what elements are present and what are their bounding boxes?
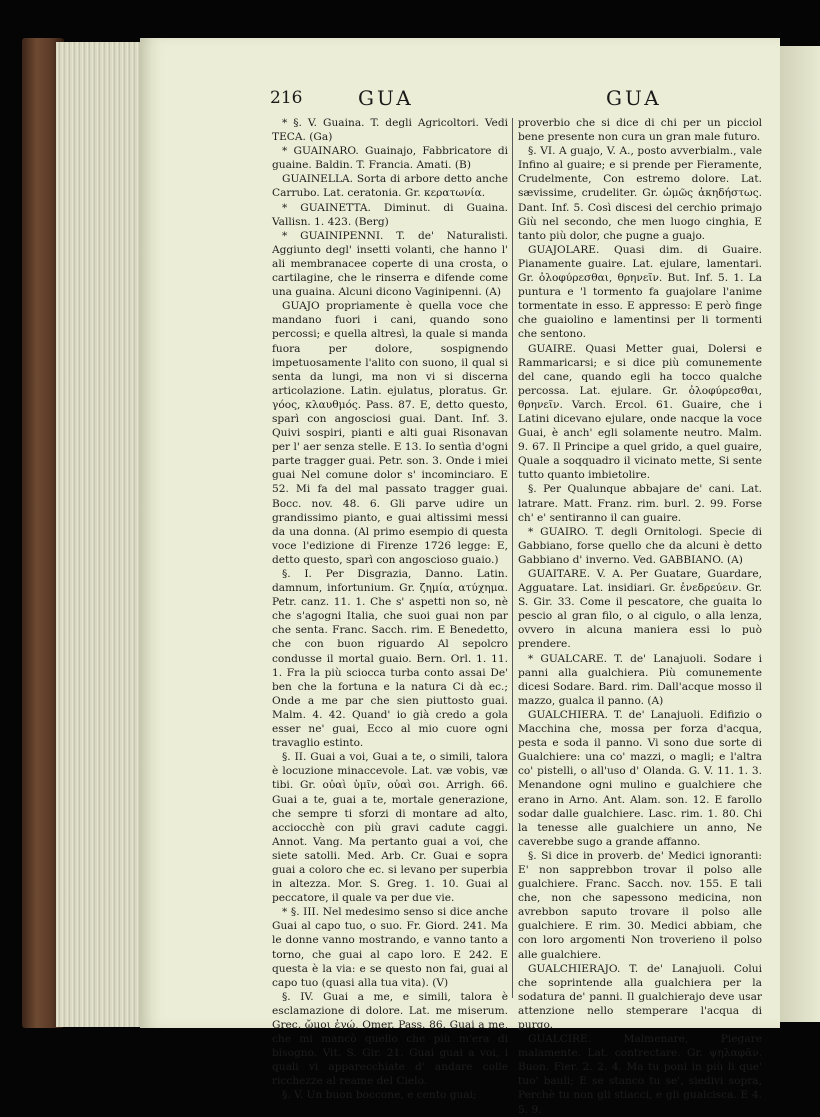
running-header xyxy=(140,86,780,114)
dictionary-entry: §. VI. A guajo, V. A., posto avverbialm., vale Infino al guaire; e si prende per Fieramente, Crudelmente, Con estremo dolore. Lat. sævissime, crudeliter. Gr. ὠμῶς ἀκηδήστως. Dant. Inf. 5. Così discesi del cerchio primajo Giù nel secondo, che men luogo cinghia, E tanto più dolor, che pugne a guajo. xyxy=(518,145,762,242)
dictionary-entry: GUAJOLARE. Quasi dim. di Guaire. Pianamente guaire. Lat. ejulare, lamentari. Gr. ὀλοφύρεσθαι, θρηνεῖν. But. Inf. 5. 1. La puntura e 'l tormento fa guajolare l'anime tormentate in esso. E appresso: E però finge che guaiolino e lamentinsi per li tormenti che sentono. xyxy=(518,243,762,341)
page-number: 216 xyxy=(270,88,303,108)
left-column xyxy=(272,116,508,1102)
dictionary-entry: §. Per Qualunque abbajare de' cani. Lat. latrare. Matt. Franz. rim. burl. 2. 99. Forse ch' e' sentiranno il can guaire. xyxy=(518,483,762,524)
dictionary-entry: GUALCIRE. Malmenare, Piegare malamente. Lat. contrectare. Gr. ψηλαφᾶν. Buon. Fier. 2. 2. 4. Ma tu poni in più lì que' tuo' bauli; E se stanco tu se', siedivi sopra, Perchè tu non gli stiacci, e gli gualcisca. E 4. 5. 9. xyxy=(518,1033,762,1116)
dictionary-entry: GUAITARE. V. A. Per Guatare, Guardare, Agguatare. Lat. insidiari. Gr. ἐνεδρεύειν. Gr. S. Gir. 33. Come il pescatore, che guaita lo pescio al gran filo, o al cigulo, o alla lenza, ovvero in alcuna maniera essi lo può prendere. xyxy=(518,568,762,651)
dictionary-entry: * GUAINETTA. Diminut. di Guaina. Vallisn. 1. 423. (Berg) xyxy=(272,201,508,228)
dictionary-entry: * GUALCARE. T. de' Lanajuoli. Sodare i panni alla gualchiera. Più comunemente dicesi Sodare. Bard. rim. Dall'acque mosso il mazzo, gualca il panno. (A) xyxy=(518,652,762,707)
dictionary-entry: §. I. Per Disgrazia, Danno. Latin. damnum, infortunium. Gr. ζημία, ατύχημα. Petr. canz. 11. 1. Che s' aspetti non so, nè che s'agogni Italia, che suoi guai non par che senta. Franc. Sacch. rim. E Benedetto, che con buon riguardo Al sepolcro condusse il mortal guaio. Bern. Orl. 1. 11. 1. Fra la più sciocca turba conto assai De' ben che la fortuna e la natura Ci dà ec.; Onde a me par che sien piuttosto guai. Malm. 4. 42. Quand' io già credo a gola esser ne' guai, Ecco al mio cuore ogni travaglio estinto. xyxy=(272,568,508,750)
dictionary-entry: * §. V. Guaina. T. degli Agricoltori. Vedi TECA. (Ga) xyxy=(272,117,508,144)
dictionary-entry: * GUAIRO. T. degli Ornitologi. Specie di Gabbiano, forse quello che da alcuni è detto Gabbiano d' inverno. Ved. GABBIANO. (A) xyxy=(518,525,762,566)
dictionary-page xyxy=(140,38,780,1116)
dictionary-entry: GUALCHIERAJO. T. de' Lanajuoli. Colui che soprintende alla gualchiera per la sodatura de' panni. Il gualchierajo deve usar attenzione nello stemperare l'acqua di purgo. xyxy=(518,962,762,1031)
right-column xyxy=(518,116,762,1116)
dictionary-entry: §. V. Un buon boccone, e cento guai; xyxy=(282,1089,477,1102)
column-divider xyxy=(512,118,513,998)
dictionary-entry: * §. III. Nel medesimo senso si dice anche Guai al capo tuo, o suo. Fr. Giord. 241. Ma le donne vanno mostrando, e vanno tanto a torno, che guai al capo loro. E 242. E questa è la via: e se questo non fai, guai al capo tuo (quasi alla tua vita). (V) xyxy=(272,906,508,989)
page-edges xyxy=(56,42,150,1027)
dictionary-entry: GUALCHIERA. T. de' Lanajuoli. Edifizio o Macchina che, mossa per forza d'acqua, pesta e soda il panno. Vi sono due sorte di Gualchiere: una co' mazzi, o magli; e l'altra co' pistelli, o all'uso d' Olanda. G. V. 11. 1. 3. Menandone ogni mulino e gualchiere che erano in Arno. Ant. Alam. son. 12. E farollo sodar dalle gualchiere. Lasc. rim. 1. 80. Chi la tenesse alle gualchiere un anno, Ne caverebbe sugo a grande affanno. xyxy=(518,708,762,848)
dictionary-entry: GUAJO propriamente è quella voce che mandano fuori i cani, quando sono percossi; e quella altresì, la quale si manda fuora per dolore, sospignendo impetuosamente l'alito con suono, il qual si senta da lungi, ma non vi si discerna articolazione. Latin. ejulatus, ploratus. Gr. γόος, κλαυθμός. Pass. 87. E, detto questo, sparì con angosciosi guai. Dant. Inf. 3. Quivi sospiri, pianti e alti guai Risonavan per l' aer senza stelle. E 13. Io sentìa d'ogni parte tragger guai. Petr. son. 3. Onde i miei guai Nel comune dolor s' incominciaro. E 52. Mi fa del mal passato tragger guai. Bocc. nov. 48. 6. Gli parve udire un grandissimo pianto, e guai altissimi messi da una donna. (Al primo esempio di questa voce l'edizione di Firenze 1726 legge: E, detto questo, sparì con angoscioso guaio.) xyxy=(272,300,508,566)
dictionary-entry: §. II. Guai a voi, Guai a te, o simili, talora è locuzione minaccevole. Lat. væ vobis, væ tibi. Gr. οὐαὶ ὑμῖν, οὐαὶ σοι. Arrigh. 66. Guai a te, guai a te, mortale generazione, che sempre ti sforzi di montare ad alto, acciocchè con più gravi cadute caggi. Annot. Vang. Ma pertanto guai a voi, che siete satolli. Med. Arb. Cr. Guai e sopra guai a coloro che ec. si levano per superbia in altezza. Mor. S. Greg. 1. 10. Guai al peccatore, il quale va per due vie. xyxy=(272,751,508,905)
left-running-head: GUA xyxy=(358,86,414,110)
dictionary-entry: GUAINELLA. Sorta di arbore detto anche Carrubo. Lat. ceratonia. Gr. κερατωνία. xyxy=(272,173,508,200)
facing-page-edge xyxy=(778,46,820,1022)
dictionary-entry: §. IV. Guai a me, e simili, talora è esclamazione di dolore. Lat. me miserum. Grec. ὤμοι ἐγώ, Omer. Pass. 86. Guai a me, che mi mancò quello che più m'era di bisogno. Vit. S. Gir. 21. Guai guai a voi, i quali vi apparecchiate d' andare colle ricchezze al reame del Cielo. xyxy=(272,990,508,1088)
dictionary-entry: GUAIRE. Quasi Metter guai, Dolersi e Rammaricarsi; e si dice più comunemente del cane, quando egli ha tocco qualche percossa. Lat. ejulare. Gr. ὀλοφύρεσθαι, θρηνεῖν. Varch. Ercol. 61. Guaire, che i Latini dicevano ejulare, onde nacque la voce Guai, è anch' egli solamente neutro. Malm. 9. 67. Il Principe a quel grido, a quel guaire, Quale a soqquadro il vicinato mette, Si sente tutto quanto imbietolire. xyxy=(518,342,762,482)
dictionary-entry: proverbio che si dice di chi per un picciol bene presente non cura un gran male futuro. xyxy=(518,117,762,144)
dictionary-entry: §. Si dice in proverb. de' Medici ignoranti: E' non sapprebbon trovar il polso alle gualchiere. Franc. Sacch. nov. 155. E tali che, non che sapessono medicina, non avrebbon saputo trovare il polso alle gualchiere. E rim. 30. Medici abbiam, che con loro argomenti Non troverieno il polso alle gualchiere. xyxy=(518,849,762,961)
dictionary-entry: * GUAINIPENNI. T. de' Naturalisti. Aggiunto degl' insetti volanti, che hanno l' ali membranacee coperte di una crosta, o cartilagine, che le rinserra e difende come una guaina. Alcuni dicono Vaginipenni. (A) xyxy=(272,229,508,299)
right-running-head: GUA xyxy=(606,86,662,110)
dictionary-entry: * GUAINARO. Guainajo, Fabbricatore di guaine. Baldin. T. Francia. Amati. (B) xyxy=(272,145,508,172)
